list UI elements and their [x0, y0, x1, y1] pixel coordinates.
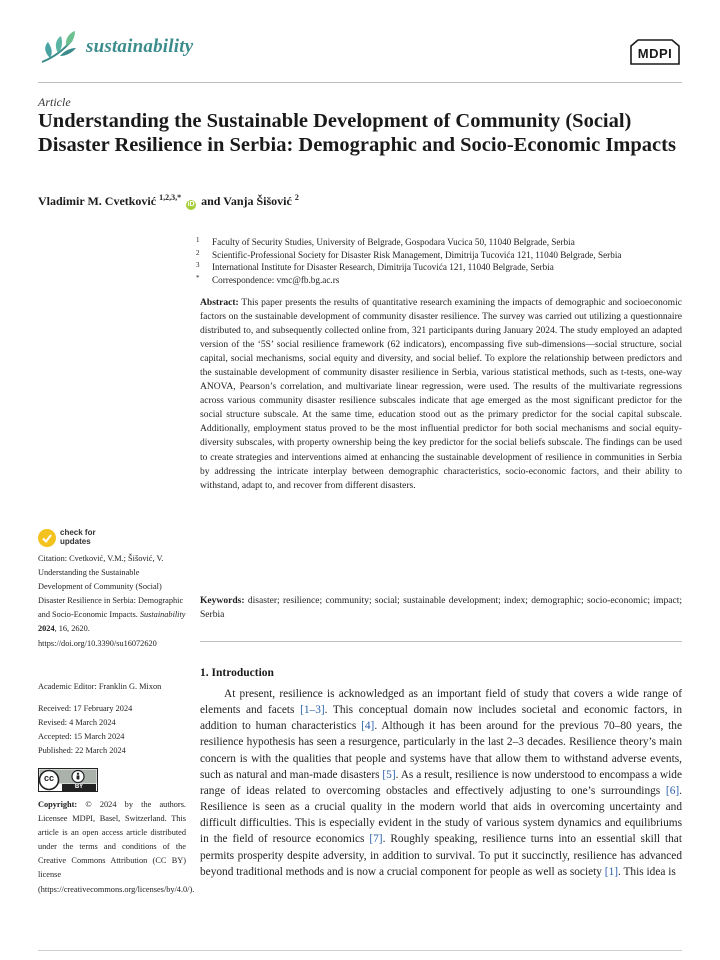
section-heading: 1. Introduction: [200, 667, 274, 679]
affiliation-text: International Institute for Disaster Research, Dimitrija Tucovića 121, 11040 Belgrade, Serbia: [212, 262, 554, 273]
citation-link[interactable]: [1]: [604, 865, 619, 878]
publisher-name: MDPI: [637, 46, 673, 61]
citation-link[interactable]: [7]: [369, 833, 383, 846]
updates-line-1: check for: [60, 528, 96, 537]
affiliation-item: [196, 274, 686, 287]
cc-by-license-icon[interactable]: [38, 768, 98, 792]
affiliation-mark: *: [196, 273, 200, 282]
citation-label: Citation:: [38, 554, 68, 563]
citation: [38, 552, 186, 651]
footer-divider: [38, 950, 682, 951]
section-divider: [200, 641, 682, 642]
affiliation-item: [196, 236, 686, 249]
author-name[interactable]: Vanja Šišović: [223, 194, 292, 208]
affiliation-text: Faculty of Security Studies, University of Belgrade, Gospodara Vucica 50, 11040 Belgrade, Serbia: [212, 237, 575, 247]
abstract-text: This paper presents the results of quantitative research examining the impacts of demographic and socioeconomic factors on the sustainable development of community disaster resilience. The survey was carried out utilizing a questionnaire distributed to, and subsequently collected online from, 321 participants during January 2024. The study employed an adapted version of the ‘5S’ social resilience framework (62 indicators), encompassing five sub-dimensions—social structure, social capital, social mechanisms, social equity and diversity, and social belief. To explore the relationship between predictors and the sustainable development of community disaster resilience in Serbia, various statistical methods, such as t-tests, one-way ANOVA, Pearson’s correlation, and multivariate linear regression, were used. The results of the multivariate regressions across various community disaster resilience subscales indicate that age emerged as the most significant predictor for the social structure subscale. At the same time, education stood out as the primary predictor for the social capital subscale. Additionally, employment status proved to be the most influential predictor for both social mechanisms and social equity-diversity subscales, with property ownership being the key predictor for the social beliefs subscale. The findings can be used to create strategies and interventions aimed at enhancing the sustainable development of resilience in communities in Serbia by addressing the intricate interplay between demographic characteristics, socio-economic factors, and their ability to withstand, adapt to, and recover from different disasters.: [200, 297, 682, 491]
check-for-updates-button[interactable]: [38, 527, 128, 549]
publication-dates: [38, 702, 186, 758]
author-name[interactable]: Vladimir M. Cvetković: [38, 194, 157, 208]
accepted-date: Accepted: 15 March 2024: [38, 732, 125, 742]
orcid-icon[interactable]: iD: [187, 201, 195, 208]
keywords-text: disaster; resilience; community; social; sustainable development; index; demographic; socio-economic; impact; Serbia: [200, 595, 683, 621]
article-type: Article: [38, 95, 71, 109]
paragraph-text: . Resilience is seen as a crucial quality in the modern world that aids in overcoming uncertainty and difficult difficulties. This is especially evident in the study of various system dynamics and equilibriums in the field of resource economics: [200, 784, 682, 846]
citation-journal: Sustainability: [139, 610, 186, 620]
affiliation-item: [196, 249, 686, 262]
revised-date: Revised: 4 March 2024: [38, 718, 116, 728]
citation-link[interactable]: [5]: [382, 768, 396, 781]
correspondence-email[interactable]: Correspondence: vmc@fb.bg.ac.rs: [212, 274, 340, 285]
updates-badge-icon: [38, 529, 56, 547]
header-divider: [38, 82, 682, 83]
abstract-label: Abstract:: [200, 297, 239, 308]
citation-doi[interactable]: , 16, 2620. https://doi.org/10.3390/su16072620: [38, 624, 157, 648]
body-paragraph: [200, 686, 682, 880]
paragraph-text: . This idea is: [618, 865, 676, 878]
paragraph-text: . As a result, resilience is now understood to encompass a wide range of ideas related to overcoming obstacles and effectively adjusting to one’s surroundings: [200, 768, 682, 797]
citation-text: Cvetković, V.M.; Šišović, V. Understanding the Sustainable Development of Community (Social) Disaster Resilience in Serbia: Demographic and Socio-Economic Impacts.: [38, 554, 184, 620]
affiliation-mark: 2: [196, 248, 200, 257]
updates-line-2: updates: [60, 537, 91, 546]
author-conjunction: and: [201, 194, 221, 208]
copyright-text: © 2024 by the authors. Licensee MDPI, Basel, Switzerland. This article is an open access article distributed under the terms and conditions of the Creative Commons Attribution (CC BY) license (https://creativecommons.org/licenses/by/4.0/).: [38, 800, 195, 894]
citation-link[interactable]: [6]: [665, 784, 680, 797]
article-title: Understanding the Sustainable Development of Community (Social) Disaster Resilience in Serbia: Demographic and Socio-Economic Impacts: [38, 110, 676, 156]
cc-by-label: BY: [74, 784, 84, 790]
published-date: Published: 22 March 2024: [38, 746, 126, 756]
academic-editor: Academic Editor: Franklin G. Mixon: [38, 682, 162, 691]
publisher-logo: [628, 38, 682, 66]
paragraph-text: . This conceptual domain now includes societal and economic factors, in addition to human characteristics: [200, 704, 683, 733]
citation-link[interactable]: [4]: [361, 720, 375, 733]
cc-label: cc: [43, 773, 54, 783]
author-list: [38, 193, 299, 210]
copyright-notice: [38, 798, 195, 897]
affiliation-item: [196, 261, 686, 274]
author-affiliation-marks: 2: [294, 193, 299, 202]
paragraph-text: . Roughly speaking, resilience turns into an essential skill that permits prosperity despite adversity, in addition to survival. To put it succinctly, resilience has advanced beyond traditional methods and is now a crucial component for people as well as society: [200, 833, 682, 878]
paragraph-text: . Although it has been around for the previous 70–80 years, the resilience hypothesis has seen a resurgence, particularly in the last 2–3 decades. Resilience theory’s main concern is with the qualities that people and systems have that allow them to withstand adverse events, such as natural and man-made disasters: [200, 720, 682, 781]
keywords-label: Keywords:: [200, 595, 245, 606]
affiliation-mark: 3: [196, 261, 200, 270]
citation-year: 2024: [38, 624, 55, 634]
author-affiliation-marks: 1,2,3,: [159, 193, 178, 202]
affiliation-text: Scientific-Professional Society for Disaster Risk Management, Dimitrija Tucovića 121, 11040 Belgrade, Serbia: [212, 249, 622, 260]
updates-label: [60, 528, 96, 546]
keywords: [200, 594, 682, 622]
affiliation-mark: 1: [196, 236, 200, 244]
journal-logo-icon: [38, 28, 82, 68]
journal-name: sustainability: [86, 36, 194, 57]
paragraph-text: At present, resilience is acknowledged as an important field of study that covers a wide range of elements and facets: [200, 688, 682, 717]
citation-link[interactable]: [1–3]: [300, 704, 325, 717]
corresponding-mark: *: [177, 193, 182, 202]
copyright-label: Copyright:: [38, 800, 78, 809]
abstract: [200, 296, 682, 493]
received-date: Received: 17 February 2024: [38, 704, 133, 713]
affiliation-list: [196, 236, 686, 286]
